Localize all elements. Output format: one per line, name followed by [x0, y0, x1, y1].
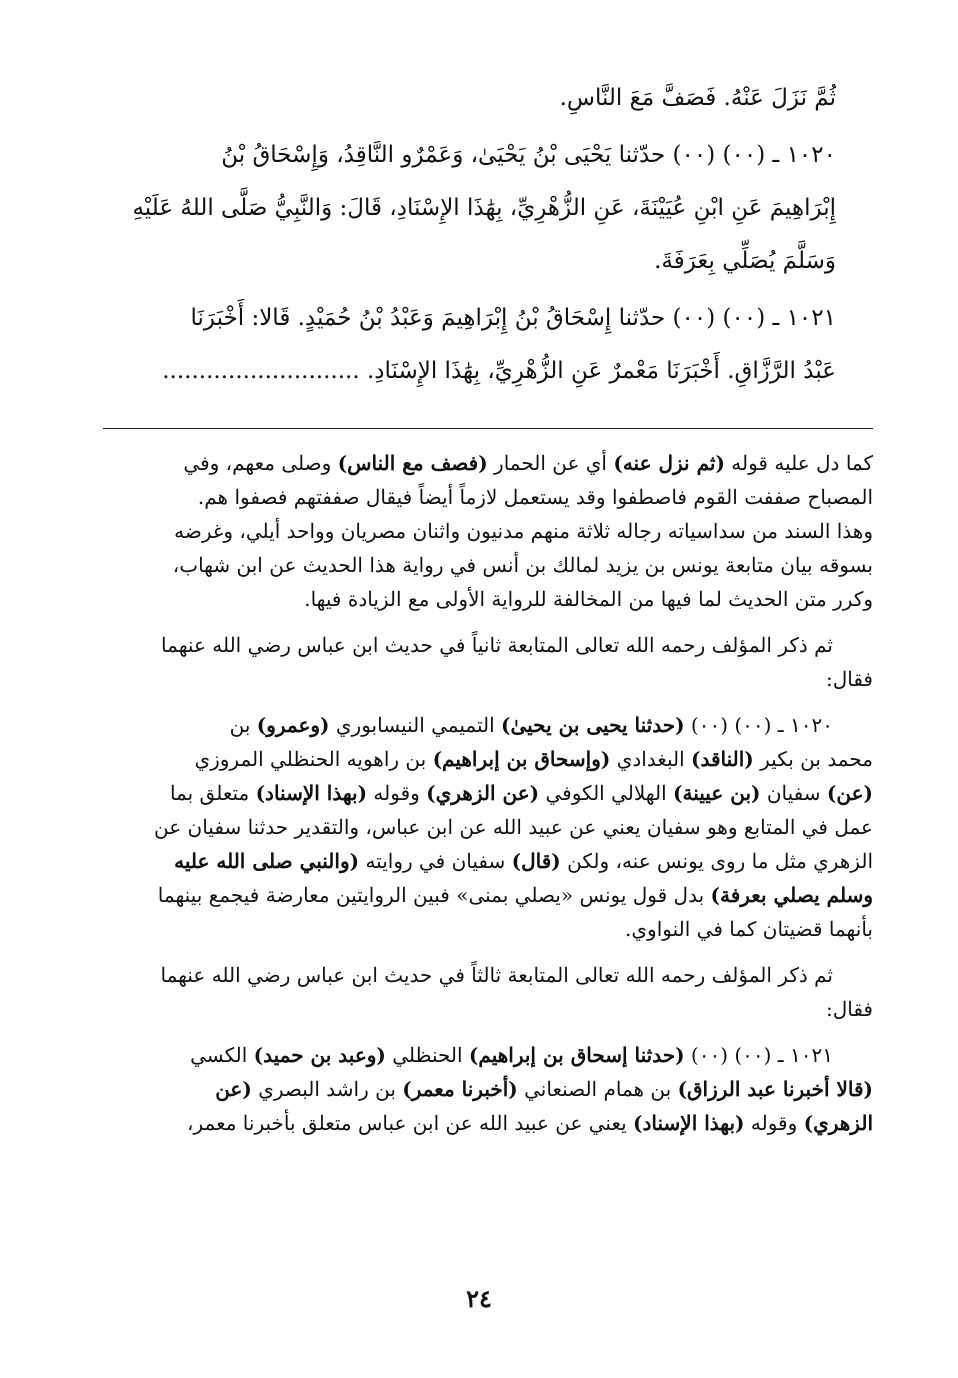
- text-run: سفيان: [766, 781, 821, 805]
- commentary-line: [103, 776, 873, 810]
- main-line: ثُمَّ نَزَلَ عَنْهُ. فَصَفَّ مَعَ النَّاسِ.: [559, 85, 836, 111]
- quoted-text: (أخبرنا معمر): [402, 1077, 518, 1101]
- text-run: الهلالي الكوفي: [545, 781, 667, 805]
- commentary-line: ثم ذكر المؤلف رحمه الله تعالى المتابعة ثالثاً في حديث ابن عباس رضي الله عنهما: [160, 963, 833, 987]
- commentary-line: المصباح صففت القوم فاصطفوا وقد يستعمل لازماً أيضاً فيقال صففتهم فصفوا هم.: [197, 485, 873, 509]
- footnote-separator: [103, 428, 873, 429]
- text-run: بن: [229, 713, 251, 737]
- text-run: سفيان في روايته: [365, 849, 506, 873]
- hadith-number: ١٠٢١ ـ (٠٠) (٠٠): [690, 1043, 833, 1067]
- quoted-text: (بهذا الإسناد): [255, 781, 368, 805]
- quoted-text: (قالا أخبرنا عبد الرزاق): [677, 1077, 873, 1101]
- hadith-number: ١٠٢٠ ـ (٠٠) (٠٠): [690, 713, 833, 737]
- quoted-text: (فصف مع الناس): [337, 451, 488, 475]
- page-number: ٢٤: [466, 1284, 492, 1313]
- hadith-1021-text: عَبْدُ الرَّزَّاقِ. أَخْبَرَنَا مَعْمرٌ عَنِ الزُّهْرِيِّ، بِهَٰذَا الإِسْنَادِ.: [366, 358, 836, 384]
- text-run: وصلى معهم، وفي: [183, 451, 332, 475]
- text-run: وقوله: [373, 781, 420, 805]
- quoted-text: (الناقد): [691, 747, 754, 771]
- text-run: بدل قول يونس «يصلي بمنى» فبين الروايتين معارضة فيجمع بينهما: [157, 883, 705, 907]
- hadith-1021-line: ١٠٢١ ـ (٠٠) (٠٠) حدّثنا إِسْحَاقُ بْنُ إِبْرَاهِيمَ وَعَبْدُ بْنُ حُمَيْدٍ. قَالا: أَخْبَرَنَا: [190, 305, 836, 331]
- commentary-line: فقال:: [825, 997, 873, 1021]
- text-run: يعني عن عبيد الله عن ابن عباس متعلق بأخبرنا معمر،: [187, 1111, 627, 1135]
- quoted-text: (عن): [826, 781, 873, 805]
- hadith-1020-line: ١٠٢٠ ـ (٠٠) (٠٠) حدّثنا يَحْيَى بْنُ يَحْيَىٰ، وَعَمْرٌو النَّاقِدُ، وَإِسْحَاقُ بْنُ: [221, 142, 836, 168]
- quoted-text: (بن عيينة): [673, 781, 761, 805]
- text-run: الكسي: [190, 1043, 248, 1067]
- commentary-line: فقال:: [825, 667, 873, 691]
- ellipsis-dots: ...........................: [162, 358, 360, 384]
- commentary-line: بأنهما قضيتان كما في النواوي.: [625, 917, 873, 941]
- hadith-1020-line: إِبْرَاهِيمَ عَنِ ابْنِ عُيَيْنَةَ، عَنِ الزُّهْرِيِّ، بِهَٰذَا الإِسْنَادِ، قَالَ: وَالنَّبِيُّ صَلَّى اللهُ عَلَيْهِ: [132, 195, 836, 221]
- commentary-line: [103, 878, 873, 912]
- quoted-text: (والنبي صلى الله عليه: [174, 849, 360, 873]
- commentary-line: [103, 446, 873, 480]
- quoted-text: وسلم يصلي بعرفة): [710, 883, 873, 907]
- commentary-line: [103, 742, 873, 776]
- hadith-1021-line: [103, 345, 836, 398]
- commentary-text: [103, 446, 873, 1140]
- quoted-text: (وعبد بن حميد): [253, 1043, 386, 1067]
- quoted-text: الزهري): [803, 1111, 873, 1135]
- text-run: محمد بن بكير: [760, 747, 873, 771]
- text-run: بن راشد البصري: [258, 1077, 396, 1101]
- text-run: الحنظلي: [392, 1043, 463, 1067]
- quoted-text: (بهذا الإسناد): [633, 1111, 745, 1135]
- text-run: متعلق بما: [169, 781, 250, 805]
- commentary-line: [103, 1072, 873, 1106]
- commentary-line: وكرر متن الحديث لما فيها من المخالفة للرواية الأولى مع الزيادة فيها.: [304, 587, 873, 611]
- quoted-text: (حدثنا إسحاق بن إبراهيم): [468, 1043, 685, 1067]
- commentary-line: [103, 1038, 873, 1072]
- hadith-1020-line: وَسَلَّمَ يُصَلِّي بِعَرَفَةَ.: [654, 248, 836, 274]
- commentary-line: بسوقه بيان متابعة يونس بن يزيد لمالك بن أنس في رواية هذا الحديث عن ابن شهاب،: [172, 553, 873, 577]
- text-run: البغدادي: [616, 747, 685, 771]
- commentary-line: [103, 844, 873, 878]
- text-run: بن همام الصنعاني: [524, 1077, 672, 1101]
- quoted-text: (ثم نزل عنه): [613, 451, 725, 475]
- text-run: كما دل عليه قوله: [731, 451, 873, 475]
- text-run: الزهري مثل ما روى يونس عنه، ولكن: [567, 849, 873, 873]
- text-run: بن راهويه الحنظلي المروزي: [194, 747, 427, 771]
- main-text: [103, 72, 836, 398]
- quoted-text: (وعمرو): [256, 713, 330, 737]
- quoted-text: (عن الزهري): [426, 781, 540, 805]
- text-run: أي عن الحمار: [494, 451, 607, 475]
- quoted-text: (حدثنا يحيى بن يحيىٰ): [501, 713, 685, 737]
- text-run: التميمي النيسابوري: [335, 713, 495, 737]
- commentary-line: [103, 708, 873, 742]
- commentary-line: عمل في المتابع وهو سفيان يعني عن عبيد الله عن ابن عباس، والتقدير حدثنا سفيان عن: [154, 815, 873, 839]
- quoted-text: (عن: [215, 1077, 252, 1101]
- commentary-line: ثم ذكر المؤلف رحمه الله تعالى المتابعة ثانياً في حديث ابن عباس رضي الله عنهما: [161, 633, 833, 657]
- quoted-text: (قال): [511, 849, 561, 873]
- quoted-text: (وإسحاق بن إبراهيم): [432, 747, 611, 771]
- text-run: وقوله: [750, 1111, 798, 1135]
- commentary-line: وهذا السند من سداسياته رجاله ثلاثة منهم مدنيون واثنان مصريان وواحد أيلي، وغرضه: [174, 519, 873, 543]
- commentary-line: [103, 1106, 873, 1140]
